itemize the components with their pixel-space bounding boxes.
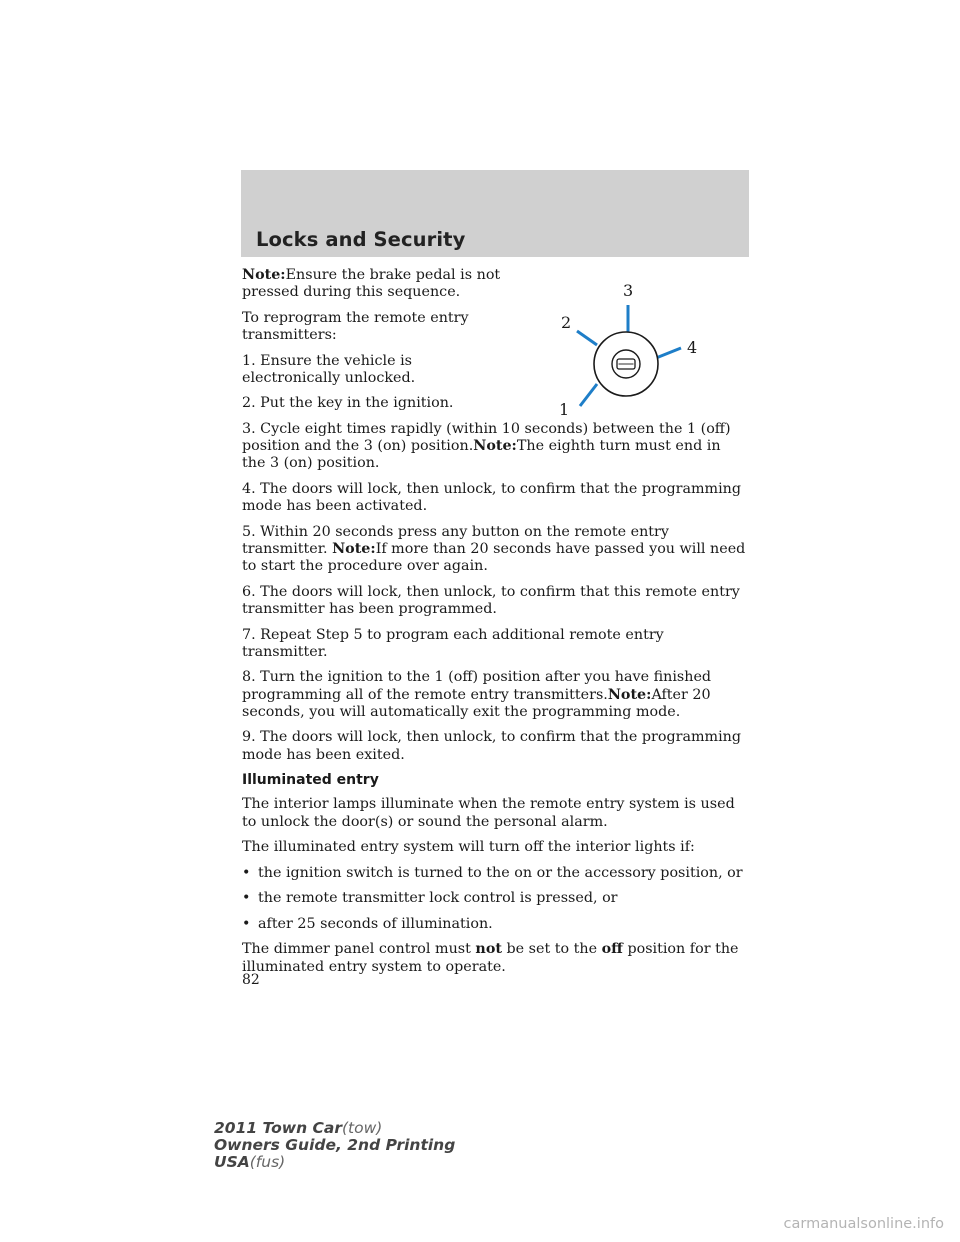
step-8-note-text: After 20 seconds, you will automatically exit the programming mode. (242, 686, 711, 720)
dimmer-text-b: be set to the (501, 941, 602, 958)
dimmer-paragraph (242, 941, 748, 976)
footer-model: 2011 Town Car (214, 1119, 342, 1137)
step-9: 9. The doors will lock, then unlock, to confirm that the programming mode has been exited. (242, 729, 742, 763)
dimmer-text-c: position for the illuminated entry system to operate. (242, 941, 739, 975)
position-label-4: 4 (687, 338, 698, 357)
step-1: 1. Ensure the vehicle is electronically unlocked. (242, 352, 416, 386)
bullet-icon: • (242, 890, 251, 907)
section-title: Locks and Security (256, 228, 466, 251)
footer-line-1 (214, 1120, 455, 1137)
step-3-note-text: The eighth turn must end in the 3 (on) position. (242, 438, 721, 472)
document-footer (214, 1120, 455, 1171)
bullet-icon: • (242, 915, 251, 932)
step-5-text: 5. Within 20 seconds press any button on the remote entry transmitter. (242, 523, 669, 557)
note-label: Note: (242, 267, 286, 283)
dimmer-not: not (475, 941, 502, 958)
note-paragraph (242, 267, 504, 302)
position-label-3: 3 (623, 281, 634, 300)
bullet-item (242, 916, 748, 933)
section-header-bar (241, 170, 749, 257)
step-2: 2. Put the key in the ignition. (242, 395, 454, 412)
dimmer-text-a: The dimmer panel control must (242, 941, 476, 958)
watermark: carmanualsonline.info (783, 1216, 944, 1232)
dimmer-off: off (601, 941, 623, 958)
step-7: 7. Repeat Step 5 to program each additional remote entry transmitter. (242, 626, 664, 660)
step-6: 6. The doors will lock, then unlock, to confirm that this remote entry transmitter has been programmed. (242, 583, 740, 618)
step-5-note-label: Note: (332, 540, 376, 557)
step-8 (242, 669, 748, 721)
step-3-text: 3. Cycle eight times rapidly (within 10 seconds) between the 1 (off) position and the 3 (on) position. (242, 420, 731, 455)
step-8-note-label: Note: (607, 686, 652, 703)
position-label-2: 2 (561, 313, 572, 332)
step-5 (242, 524, 748, 576)
bullet-icon: • (242, 864, 251, 881)
bullet-item (242, 890, 748, 907)
step-3-note-label: Note: (473, 438, 517, 455)
note-text: Ensure the brake pedal is not pressed during this sequence. (242, 267, 501, 301)
intro-paragraph: To reprogram the remote entry transmitters: (242, 309, 469, 344)
step-8-text: 8. Turn the ignition to the 1 (off) position after you have finished programming all of the remote entry transmitters. (242, 669, 712, 703)
page-number: 82 (242, 972, 260, 988)
footer-line-2 (214, 1137, 455, 1154)
illuminated-paragraph-2: The illuminated entry system will turn off the interior lights if: (242, 839, 695, 856)
illuminated-paragraph-1: The interior lamps illuminate when the remote entry system is used to unlock the door(s) or sound the personal alarm. (242, 796, 735, 830)
step-4: 4. The doors will lock, then unlock, to confirm that the programming mode has been activated. (242, 480, 742, 515)
footer-edition: Owners Guide, 2nd Printing (214, 1136, 456, 1154)
bullet-text: the remote transmitter lock control is pressed, or (258, 890, 618, 907)
footer-model-code: (tow) (342, 1119, 383, 1137)
footer-line-3 (214, 1154, 455, 1171)
footer-market-code: (fus) (249, 1153, 286, 1171)
position-label-1: 1 (559, 400, 570, 419)
main-content (242, 267, 748, 984)
step-5-note-text: If more than 20 seconds have passed you will need to start the procedure over again. (242, 540, 746, 575)
bullet-text: after 25 seconds of illumination. (258, 915, 493, 932)
bullet-text: the ignition switch is turned to the on or the accessory position, or (258, 864, 743, 881)
subheading-illuminated-entry: Illuminated entry (242, 772, 379, 789)
bullet-item (242, 865, 748, 882)
step-3 (242, 421, 748, 473)
footer-market: USA (214, 1153, 250, 1171)
